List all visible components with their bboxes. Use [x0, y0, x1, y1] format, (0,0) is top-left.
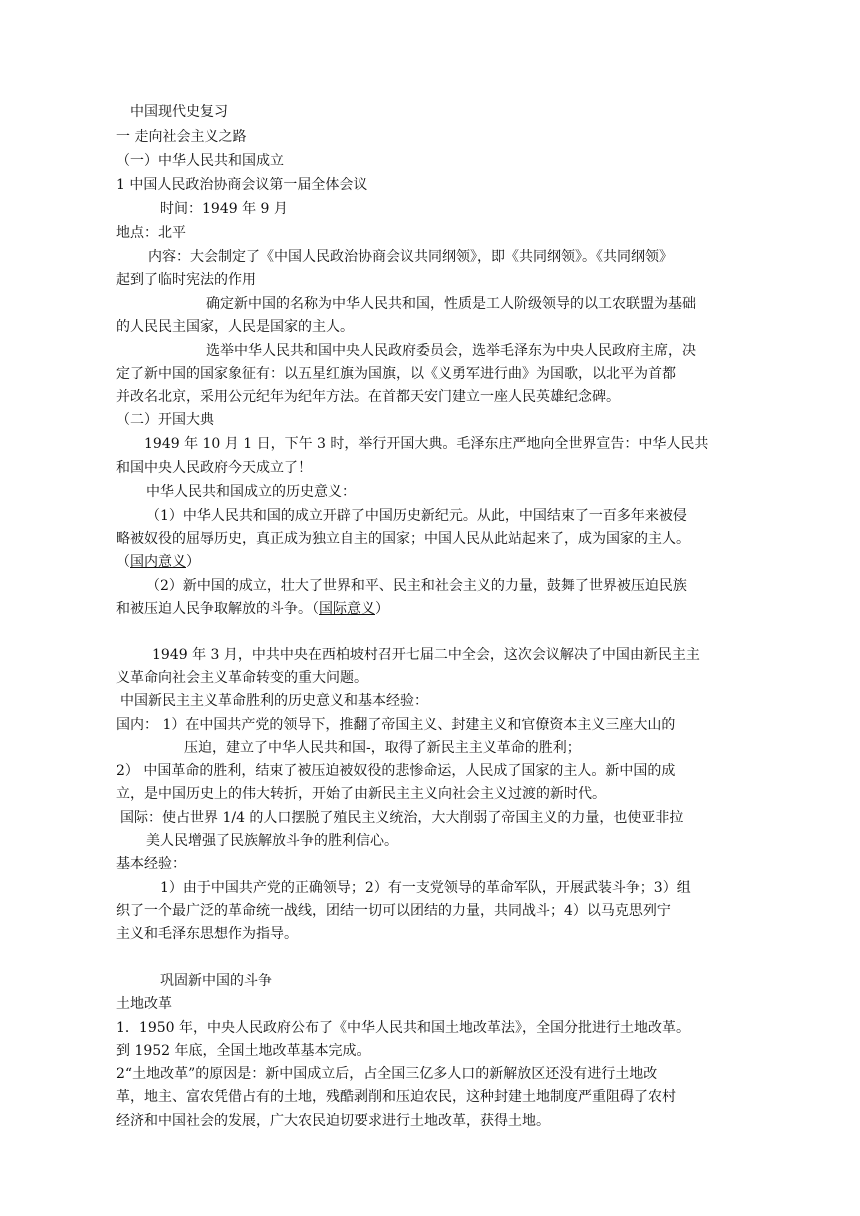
- paragraph-line: 确定新中国的名称为中华人民共和国，性质是工人阶级领导的以工农联盟为基础: [206, 296, 696, 312]
- item-heading: 1 中国人民政治协商会议第一届全体会议: [116, 177, 368, 193]
- section-heading: （二）开国大典: [116, 412, 214, 428]
- paragraph-line: 基本经验：: [116, 856, 186, 872]
- doc-title: 中国现代史复习: [130, 104, 228, 120]
- paragraph-line: 1949 年 10 月 1 日，下午 3 时，举行开国大典。毛泽东庄严地向全世界宣告：中华人民共: [144, 436, 709, 452]
- paragraph-line: 义革命向社会主义革命转变的重大问题。: [116, 670, 368, 686]
- paren-close: ）: [375, 601, 389, 617]
- international-significance-label: 国际意义: [319, 601, 375, 617]
- paragraph-line: 定了新中国的国家象征有：以五星红旗为国旗，以《义勇军进行曲》为国歌，以北平为首都: [116, 366, 676, 382]
- meeting-time: 时间：1949 年 9 月: [160, 201, 288, 217]
- paragraph-line: [116, 551, 200, 573]
- paragraph-line: 立，是中国历史上的伟大转折，开始了由新民主主义向社会主义过渡的新时代。: [116, 786, 606, 802]
- paragraph-line: 国内： 1）在中国共产党的领导下，推翻了帝国主义、封建主义和官僚资本主义三座大山的: [116, 717, 676, 733]
- paragraph-line: 选举中华人民共和国中央人民政府委员会，选举毛泽东为中央人民政府主席，决: [206, 343, 696, 359]
- paragraph-line: 主义和毛泽东思想作为指导。: [116, 926, 298, 942]
- paragraph-line: 到 1952 年底，全国土地改革基本完成。: [116, 1043, 371, 1059]
- paragraph-line: 2“土地改革”的原因是：新中国成立后，占全国三亿多人口的新解放区还没有进行土地改: [116, 1066, 658, 1082]
- paragraph-line: 中华人民共和国成立的历史意义：: [146, 484, 356, 500]
- paragraph-line: 织了一个最广泛的革命统一战线，团结一切可以团结的力量，共同战斗；4）以马克思列宁: [116, 903, 671, 919]
- chapter-heading: 一 走向社会主义之路: [116, 129, 247, 145]
- meeting-place: 地点：北平: [116, 225, 186, 241]
- paragraph-line: 略被奴役的屈辱历史，真正成为独立自主的国家；中国人民从此站起来了，成为国家的主人。: [116, 531, 690, 547]
- paragraph-line: （2）新中国的成立，壮大了世界和平、民主和社会主义的力量，鼓舞了世界被压迫民族: [146, 578, 687, 594]
- paragraph-line: （1）中华人民共和国的成立开辟了中国历史新纪元。从此，中国结束了一百多年来被侵: [146, 508, 687, 524]
- paragraph-line: 压迫，建立了中华人民共和国-，取得了新民主主义革命的胜利；: [184, 740, 581, 756]
- paragraph-line: 1949 年 3 月，中共中央在西柏坡村召开七届二中全会，这次会议解决了中国由新民主主: [152, 647, 700, 663]
- paren-open: （: [116, 554, 130, 570]
- paragraph-line: 2） 中国革命的胜利，结束了被压迫被奴役的悲惨命运，人民成了国家的主人。新中国的成: [116, 763, 676, 779]
- paragraph-line: 国际：使占世界 1/4 的人口摆脱了殖民主义统治，大大削弱了帝国主义的力量，也使亚非拉: [120, 810, 684, 826]
- section-heading: 巩固新中国的斗争: [160, 973, 272, 989]
- line-text: 和被压迫人民争取解放的斗争。（: [116, 601, 319, 617]
- paragraph-line: 和国中央人民政府今天成立了！: [116, 460, 312, 476]
- domestic-significance-label: 国内意义: [130, 554, 186, 570]
- paren-close: ）: [186, 554, 200, 570]
- paragraph-line: [116, 598, 389, 620]
- paragraph-line: 革，地主、富农凭借占有的土地，残酷剥削和压迫农民，这种封建土地制度严重阻碍了农村: [116, 1089, 676, 1105]
- paragraph-line: 经济和中国社会的发展，广大农民迫切要求进行土地改革，获得土地。: [116, 1113, 550, 1129]
- paragraph-line: 1．1950 年，中央人民政府公布了《中华人民共和国土地改革法》，全国分批进行土地改革。: [116, 1020, 690, 1036]
- section-heading: （一）中华人民共和国成立: [116, 153, 284, 169]
- paragraph-line: 并改名北京，采用公元纪年为纪年方法。在首都天安门建立一座人民英雄纪念碑。: [116, 389, 620, 405]
- paragraph-line: 起到了临时宪法的作用: [116, 272, 256, 288]
- section-heading: 土地改革: [116, 996, 172, 1012]
- paragraph-line: 中国新民主主义革命胜利的历史意义和基本经验：: [120, 693, 428, 709]
- paragraph-line: 1）由于中国共产党的正确领导；2）有一支党领导的革命军队，开展武装斗争；3）组: [160, 880, 691, 896]
- paragraph-line: 美人民增强了民族解放斗争的胜利信心。: [146, 833, 398, 849]
- paragraph-line: 的人民民主国家，人民是国家的主人。: [116, 319, 354, 335]
- paragraph-line: 内容：大会制定了《中国人民政治协商会议共同纲领》，即《共同纲领》。《共同纲领》: [148, 249, 673, 265]
